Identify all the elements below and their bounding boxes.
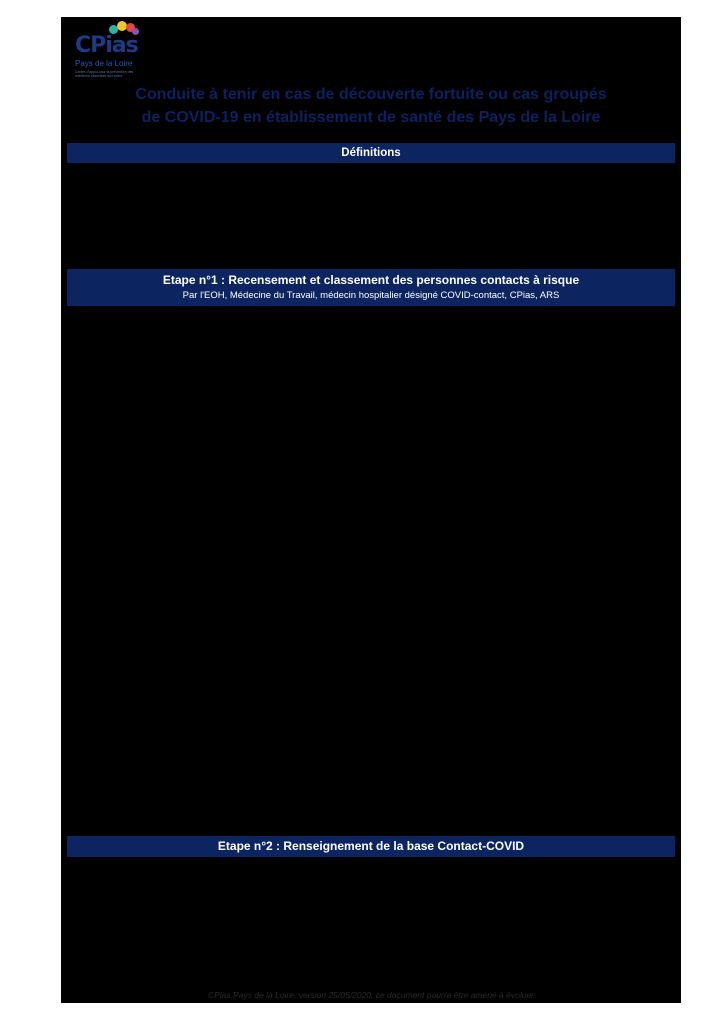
document-title <box>61 83 681 129</box>
logo-tagline: Centre d'appui pour la prévention des infections associées aux soins <box>75 70 134 78</box>
etape2-header: Etape n°2 : Renseignement de la base Contact-COVID <box>67 836 675 857</box>
etape1-subtitle: Par l'EOH, Médecine du Travail, médecin hospitalier désigné COVID-contact, CPias, ARS <box>182 290 560 301</box>
definitions-header: Définitions <box>67 143 675 163</box>
document-page <box>61 17 681 1003</box>
etape1-header <box>67 269 675 306</box>
cpias-logo <box>73 21 143 81</box>
logo-region: Pays de la Loire <box>75 59 133 68</box>
title-line-2: de COVID-19 en établissement de santé des Pays de la Loire <box>141 109 601 126</box>
etape1-title: Etape n°1 : Recensement et classement des personnes contacts à risque <box>162 273 580 287</box>
title-line-1: Conduite à tenir en cas de découverte fortuite ou cas groupés <box>135 86 607 103</box>
footer-note: CPias Pays de la Loire, version 25/05/2020, ce document pourra être amené à évoluer <box>207 990 535 1000</box>
logo-wordmark: CPias <box>75 33 138 58</box>
